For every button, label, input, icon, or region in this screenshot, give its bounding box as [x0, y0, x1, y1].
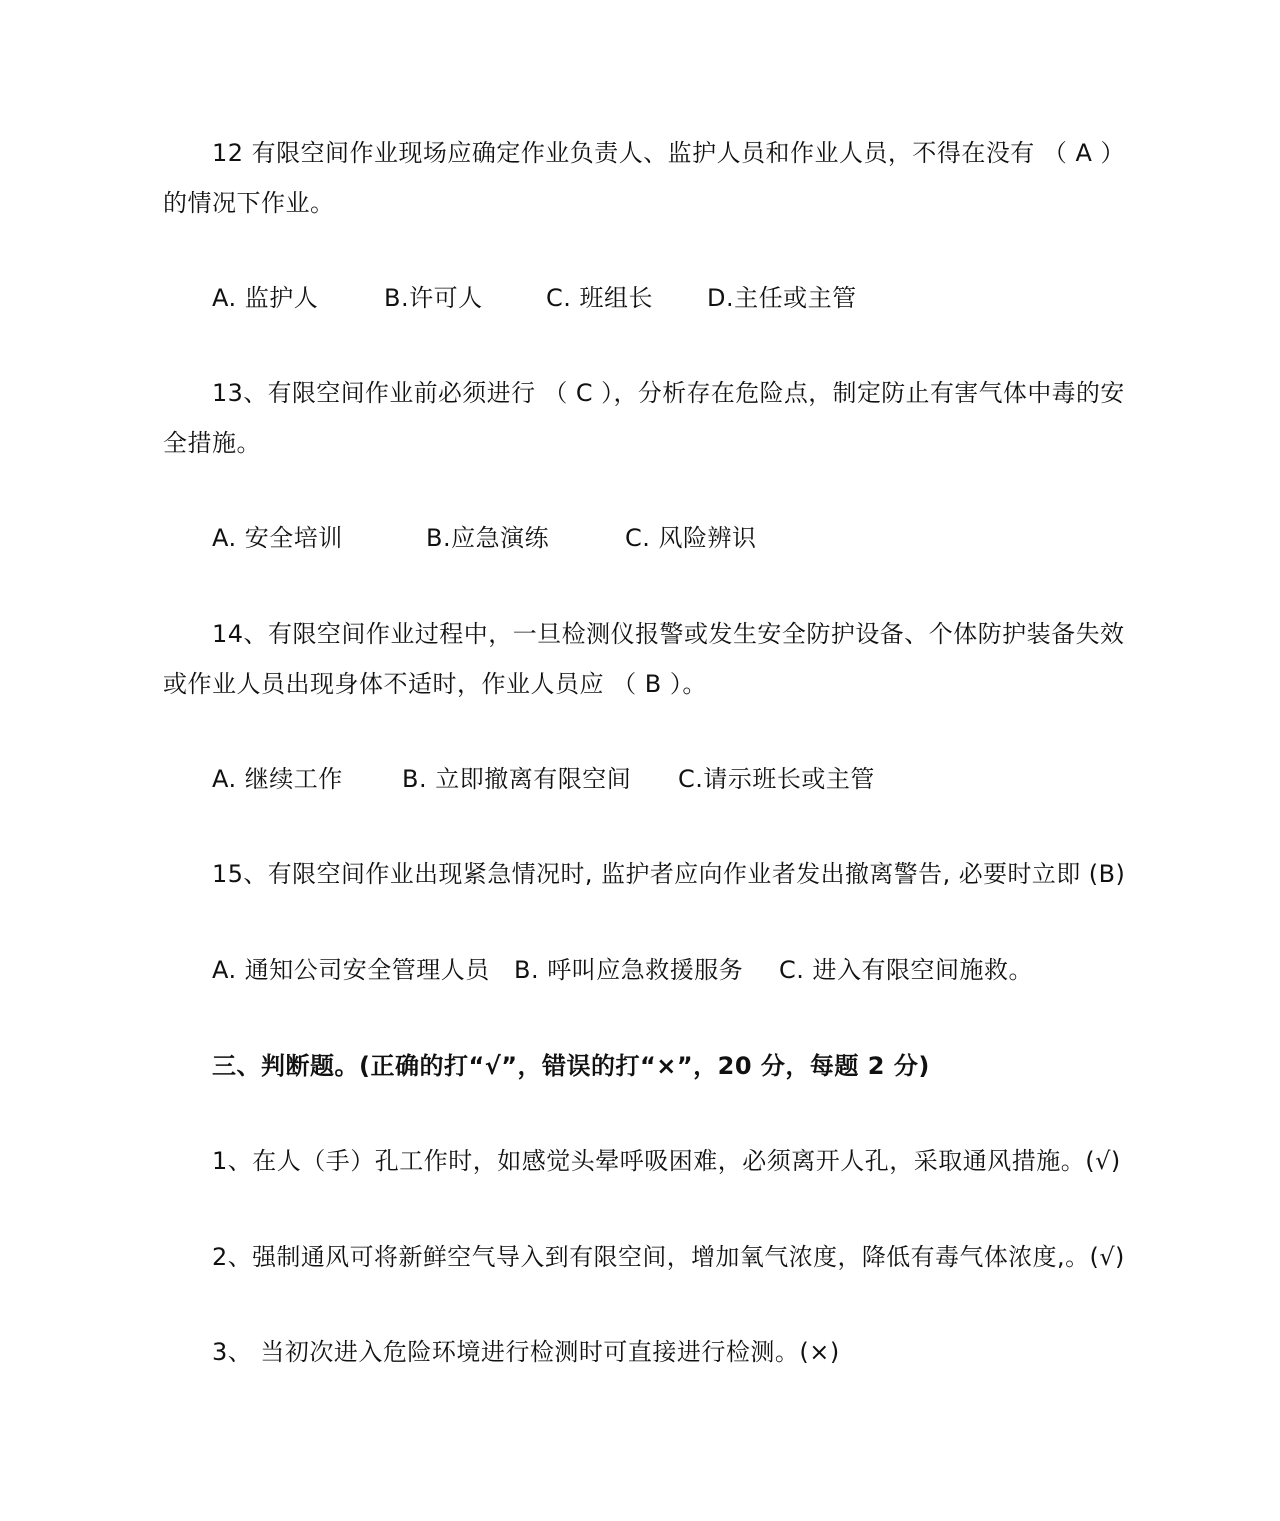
question-12-text-cont: 的情况下作业。 — [163, 189, 335, 217]
option-a: A. 监护人 — [212, 284, 319, 312]
option-c: C. 进入有限空间施救。 — [779, 956, 1034, 984]
option-a: A. 通知公司安全管理人员 — [212, 956, 490, 984]
option-a: A. 继续工作 — [212, 765, 343, 793]
judgment-item-1: 1、在人（手）孔工作时，如感觉头晕呼吸困难，必须离开人孔，采取通风措施。(√) — [212, 1147, 1121, 1175]
judgment-item-2: 2、强制通风可将新鲜空气导入到有限空间，增加氧气浓度，降低有毒气体浓度,。(√) — [212, 1243, 1125, 1271]
question-13-text-cont: 全措施。 — [163, 429, 261, 457]
section-title: 三、判断题。(正确的打“√”，错误的打“×”，20 分，每题 2 分) — [212, 1052, 930, 1080]
question-13-text: 13、有限空间作业前必须进行 （ C ），分析存在危险点，制定防止有害气体中毒的安 — [212, 379, 1125, 407]
option-b: B.许可人 — [384, 284, 483, 312]
question-12-text: 12 有限空间作业现场应确定作业负责人、监护人员和作业人员，不得在没有 （ A ） — [212, 139, 1125, 167]
option-c: C.请示班长或主管 — [678, 765, 875, 793]
option-a: A. 安全培训 — [212, 524, 343, 552]
option-c: C. 风险辨识 — [625, 524, 757, 552]
question-14-text: 14、有限空间作业过程中，一旦检测仪报警或发生安全防护设备、个体防护装备失效 — [212, 620, 1125, 648]
option-b: B. 立即撤离有限空间 — [402, 765, 632, 793]
judgment-item-3: 3、 当初次进入危险环境进行检测时可直接进行检测。(×) — [212, 1338, 840, 1366]
question-15-text: 15、有限空间作业出现紧急情况时, 监护者应向作业者发出撤离警告, 必要时立即 (B) — [212, 860, 1126, 888]
option-c: C. 班组长 — [546, 284, 654, 312]
option-b: B. 呼叫应急救援服务 — [514, 956, 744, 984]
option-d: D.主任或主管 — [707, 284, 857, 312]
option-b: B.应急演练 — [426, 524, 550, 552]
question-14-text-cont: 或作业人员出现身体不适时，作业人员应 （ B ）。 — [163, 670, 707, 698]
